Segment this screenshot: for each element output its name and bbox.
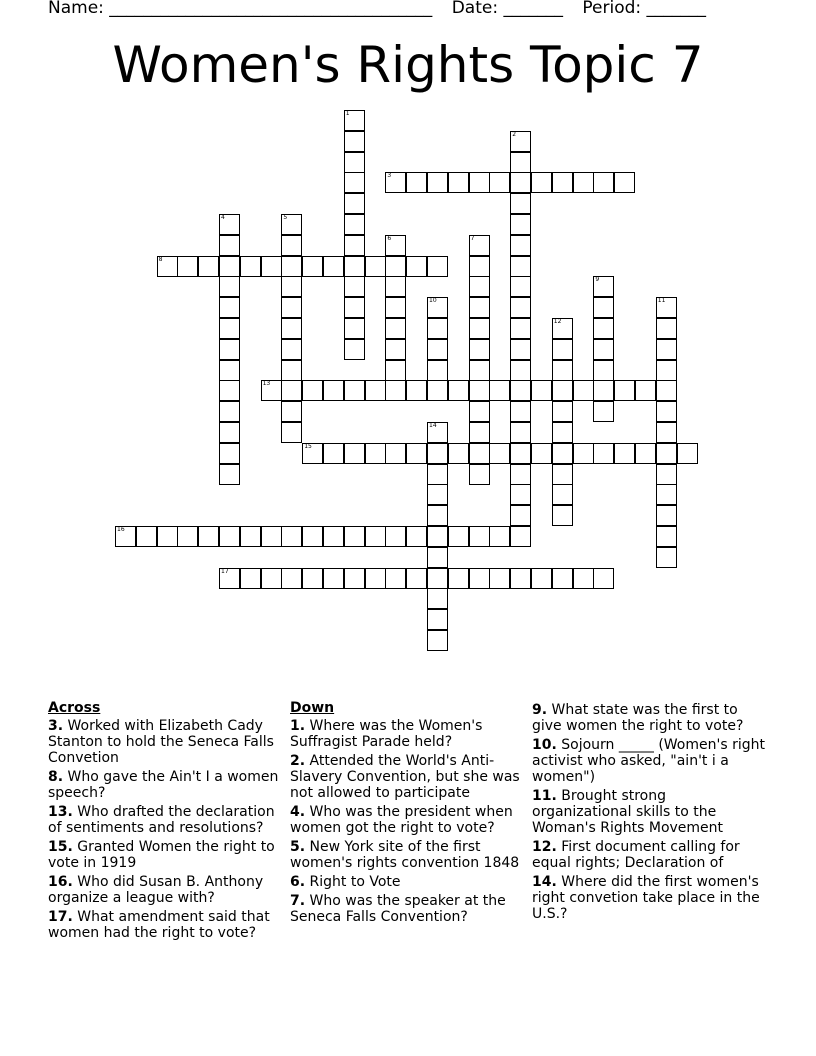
grid-cell[interactable]: [469, 297, 490, 318]
grid-cell[interactable]: [656, 464, 677, 485]
grid-cell[interactable]: [593, 380, 614, 401]
grid-cell[interactable]: [593, 276, 614, 297]
grid-cell[interactable]: [656, 297, 677, 318]
clue-number: 11: [657, 297, 666, 305]
grid-cell[interactable]: [365, 256, 386, 277]
grid-cell[interactable]: [344, 110, 365, 131]
grid-cell[interactable]: [573, 172, 594, 193]
clue-number: 4: [221, 214, 225, 221]
grid-cell[interactable]: [323, 568, 344, 589]
clue-number: 12: [553, 318, 562, 325]
grid-cell[interactable]: [157, 256, 178, 277]
grid-cell[interactable]: [385, 318, 406, 339]
grid-cell[interactable]: [365, 568, 386, 589]
clue-item: 16. Who did Susan B. Anthony organize a league with?: [48, 874, 264, 906]
name-field[interactable]: Name: ______________________________________: [48, 0, 433, 18]
grid-cell[interactable]: [427, 172, 448, 193]
grid-cell[interactable]: [281, 318, 302, 339]
grid-cell[interactable]: [219, 568, 240, 589]
grid-cell[interactable]: [593, 172, 614, 193]
grid-cell[interactable]: [281, 276, 302, 297]
grid-cell[interactable]: [510, 422, 531, 443]
grid-cell[interactable]: [219, 443, 240, 464]
grid-cell[interactable]: [281, 568, 302, 589]
clue-number: 13: [262, 380, 271, 388]
grid-cell[interactable]: [427, 568, 448, 589]
grid-cell[interactable]: [510, 339, 531, 360]
grid-cell[interactable]: [427, 339, 448, 360]
grid-cell[interactable]: [385, 276, 406, 297]
grid-cell[interactable]: [281, 422, 302, 443]
down-clues-continued: [532, 702, 768, 925]
grid-cell[interactable]: [344, 443, 365, 464]
grid-cell[interactable]: [115, 526, 136, 547]
grid-cell[interactable]: [552, 172, 573, 193]
grid-cell[interactable]: [219, 464, 240, 485]
grid-cell[interactable]: [177, 526, 198, 547]
grid-cell[interactable]: [510, 484, 531, 505]
grid-cell[interactable]: [406, 172, 427, 193]
grid-cell[interactable]: [344, 193, 365, 214]
grid-cell[interactable]: [656, 360, 677, 381]
grid-cell[interactable]: [198, 256, 219, 277]
down-clues: [290, 700, 528, 928]
grid-cell[interactable]: [489, 380, 510, 401]
grid-cell[interactable]: [385, 235, 406, 256]
grid-cell[interactable]: [219, 256, 240, 277]
grid-cell[interactable]: [427, 256, 448, 277]
grid-cell[interactable]: [281, 297, 302, 318]
clue-item: 12. First document calling for equal rights; Declaration of: [532, 839, 740, 871]
grid-cell[interactable]: [469, 256, 490, 277]
grid-cell[interactable]: [406, 380, 427, 401]
grid-cell[interactable]: [344, 380, 365, 401]
grid-cell[interactable]: [385, 526, 406, 547]
clue-number: 10: [429, 297, 437, 305]
grid-cell[interactable]: [240, 568, 261, 589]
grid-cell[interactable]: [344, 131, 365, 152]
grid-cell[interactable]: [510, 464, 531, 485]
grid-cell[interactable]: [552, 422, 573, 443]
grid-cell[interactable]: [344, 318, 365, 339]
grid-cell[interactable]: [469, 464, 490, 485]
grid-cell[interactable]: [552, 505, 573, 526]
grid-cell[interactable]: [219, 339, 240, 360]
grid-cell[interactable]: [469, 380, 490, 401]
period-field[interactable]: Period: _______: [582, 0, 707, 18]
grid-cell[interactable]: [219, 422, 240, 443]
grid-cell[interactable]: [281, 380, 302, 401]
grid-cell[interactable]: [552, 568, 573, 589]
grid-cell[interactable]: [219, 526, 240, 547]
clue-number: 7: [470, 234, 475, 242]
grid-cell[interactable]: [281, 214, 302, 235]
grid-cell[interactable]: [281, 339, 302, 360]
grid-cell[interactable]: [510, 131, 531, 152]
grid-cell[interactable]: [448, 172, 469, 193]
page-title: Women's Rights Topic 7: [112, 36, 704, 94]
grid-cell[interactable]: [552, 443, 573, 464]
grid-cell[interactable]: [281, 526, 302, 547]
date-field[interactable]: Date: _______: [451, 0, 563, 18]
grid-cell[interactable]: [406, 256, 427, 277]
grid-cell[interactable]: [489, 568, 510, 589]
clue-item: 10. Sojourn _____ (Women's right activist who asked, "ain't i a women"): [532, 737, 765, 785]
grid-cell[interactable]: [385, 339, 406, 360]
clue-number: 5: [283, 214, 288, 221]
grid-cell[interactable]: [427, 547, 448, 568]
grid-cell[interactable]: [365, 526, 386, 547]
grid-cell[interactable]: [302, 380, 323, 401]
grid-cell[interactable]: [531, 172, 552, 193]
grid-cell[interactable]: [656, 339, 677, 360]
grid-cell[interactable]: [593, 318, 614, 339]
grid-cell[interactable]: [240, 526, 261, 547]
grid-cell[interactable]: [385, 360, 406, 381]
grid-cell[interactable]: [593, 568, 614, 589]
grid-cell[interactable]: [344, 276, 365, 297]
grid-cell[interactable]: [510, 401, 531, 422]
grid-cell[interactable]: [219, 214, 240, 235]
grid-cell[interactable]: [427, 588, 448, 609]
grid-cell[interactable]: [552, 360, 573, 381]
grid-cell[interactable]: [635, 380, 656, 401]
grid-cell[interactable]: [427, 297, 448, 318]
grid-cell[interactable]: [261, 526, 282, 547]
grid-cell[interactable]: [573, 568, 594, 589]
grid-cell[interactable]: [427, 380, 448, 401]
grid-cell[interactable]: [510, 152, 531, 173]
grid-cell[interactable]: [302, 443, 323, 464]
grid-cell[interactable]: [510, 360, 531, 381]
grid-cell[interactable]: [219, 276, 240, 297]
grid-cell[interactable]: [531, 568, 552, 589]
grid-cell[interactable]: [656, 547, 677, 568]
grid-cell[interactable]: [510, 214, 531, 235]
grid-cell[interactable]: [219, 360, 240, 381]
grid-cell[interactable]: [510, 318, 531, 339]
grid-cell[interactable]: [510, 526, 531, 547]
grid-cell[interactable]: [406, 443, 427, 464]
grid-cell[interactable]: [281, 235, 302, 256]
grid-cell[interactable]: [531, 443, 552, 464]
grid-cell[interactable]: [344, 339, 365, 360]
grid-cell[interactable]: [344, 152, 365, 173]
clue-item: 13. Who drafted the declaration of sentiments and resolutions?: [48, 804, 275, 836]
grid-cell[interactable]: [385, 297, 406, 318]
grid-cell[interactable]: [552, 318, 573, 339]
clue-number: 9: [595, 276, 600, 284]
grid-cell[interactable]: [406, 526, 427, 547]
grid-cell[interactable]: [656, 401, 677, 422]
grid-cell[interactable]: [614, 380, 635, 401]
grid-cell[interactable]: [489, 443, 510, 464]
grid-cell[interactable]: [510, 172, 531, 193]
grid-cell[interactable]: [427, 484, 448, 505]
grid-cell[interactable]: [385, 568, 406, 589]
grid-cell[interactable]: [531, 380, 552, 401]
grid-cell[interactable]: [614, 443, 635, 464]
grid-cell[interactable]: [573, 443, 594, 464]
grid-cell[interactable]: [448, 526, 469, 547]
grid-cell[interactable]: [281, 360, 302, 381]
grid-cell[interactable]: [427, 630, 448, 651]
grid-cell[interactable]: [469, 360, 490, 381]
clue-item: 15. Granted Women the right to vote in 1919: [48, 839, 275, 871]
grid-cell[interactable]: [427, 464, 448, 485]
grid-cell[interactable]: [656, 505, 677, 526]
grid-cell[interactable]: [656, 380, 677, 401]
grid-cell[interactable]: [469, 568, 490, 589]
grid-cell[interactable]: [219, 297, 240, 318]
grid-cell[interactable]: [510, 380, 531, 401]
grid-cell[interactable]: [281, 256, 302, 277]
grid-cell[interactable]: [323, 443, 344, 464]
grid-cell[interactable]: [469, 422, 490, 443]
grid-cell[interactable]: [344, 297, 365, 318]
grid-cell[interactable]: [656, 526, 677, 547]
grid-cell[interactable]: [469, 526, 490, 547]
clue-number: 15: [304, 442, 312, 450]
grid-cell[interactable]: [593, 297, 614, 318]
grid-cell[interactable]: [302, 256, 323, 277]
grid-cell[interactable]: [219, 318, 240, 339]
grid-cell[interactable]: [427, 609, 448, 630]
grid-cell[interactable]: [323, 256, 344, 277]
grid-cell[interactable]: [469, 235, 490, 256]
clue-item: 7. Who was the speaker at the Seneca Falls Convention?: [290, 893, 506, 925]
grid-cell[interactable]: [427, 422, 448, 443]
grid-cell[interactable]: [385, 380, 406, 401]
grid-cell[interactable]: [427, 360, 448, 381]
clue-item: 9. What state was the first to give women the right to vote?: [532, 702, 744, 734]
grid-cell[interactable]: [552, 401, 573, 422]
grid-cell[interactable]: [281, 401, 302, 422]
clue-number: 3: [387, 172, 392, 180]
grid-cell[interactable]: [157, 526, 178, 547]
grid-cell[interactable]: [448, 443, 469, 464]
grid-cell[interactable]: [427, 505, 448, 526]
grid-cell[interactable]: [448, 568, 469, 589]
clue-number: 6: [387, 234, 392, 242]
grid-cell[interactable]: [552, 464, 573, 485]
grid-cell[interactable]: [656, 422, 677, 443]
grid-cell[interactable]: [593, 339, 614, 360]
clue-item: 14. Where did the first women's right convetion take place in the U.S.?: [532, 874, 760, 922]
grid-cell[interactable]: [365, 443, 386, 464]
clue-item: 11. Brought strong organizational skills to the Woman's Rights Movement: [532, 788, 724, 836]
clue-item: 5. New York site of the first women's rights convention 1848: [290, 839, 520, 871]
grid-cell[interactable]: [614, 172, 635, 193]
grid-cell[interactable]: [240, 256, 261, 277]
clue-number: 2: [512, 130, 517, 138]
grid-cell[interactable]: [198, 526, 219, 547]
clue-item: 3. Worked with Elizabeth Cady Stanton to hold the Seneca Falls Convetion: [48, 718, 274, 766]
grid-cell[interactable]: [635, 443, 656, 464]
clue-number: 17: [221, 567, 229, 575]
grid-cell[interactable]: [385, 172, 406, 193]
grid-cell[interactable]: [469, 318, 490, 339]
grid-cell[interactable]: [261, 568, 282, 589]
grid-cell[interactable]: [677, 443, 698, 464]
grid-cell[interactable]: [469, 339, 490, 360]
across-heading: Across: [48, 700, 101, 716]
clue-number: 14: [429, 422, 437, 429]
grid-cell[interactable]: [489, 172, 510, 193]
down-heading: Down: [290, 700, 335, 716]
grid-cell[interactable]: [344, 568, 365, 589]
grid-cell[interactable]: [510, 235, 531, 256]
grid-cell[interactable]: [344, 214, 365, 235]
grid-cell[interactable]: [302, 568, 323, 589]
grid-cell[interactable]: [261, 380, 282, 401]
grid-cell[interactable]: [427, 443, 448, 464]
grid-cell[interactable]: [656, 443, 677, 464]
clue-item: 1. Where was the Women's Suffragist Parade held?: [290, 718, 483, 750]
grid-cell[interactable]: [385, 443, 406, 464]
grid-cell[interactable]: [344, 526, 365, 547]
grid-cell[interactable]: [469, 401, 490, 422]
grid-cell[interactable]: [219, 401, 240, 422]
clue-item: 4. Who was the president when women got the right to vote?: [290, 804, 513, 836]
grid-cell[interactable]: [510, 193, 531, 214]
grid-cell[interactable]: [219, 235, 240, 256]
grid-cell[interactable]: [136, 526, 157, 547]
clue-item: 2. Attended the World's Anti-Slavery Convention, but she was not allowed to participate: [290, 753, 520, 801]
grid-cell[interactable]: [510, 443, 531, 464]
clue-item: 8. Who gave the Ain't I a women speech?: [48, 769, 279, 801]
grid-cell[interactable]: [489, 526, 510, 547]
grid-cell[interactable]: [552, 484, 573, 505]
grid-cell[interactable]: [656, 318, 677, 339]
clue-number: 1: [345, 110, 350, 117]
clue-number: 8: [158, 255, 163, 263]
clue-item: 17. What amendment said that women had the right to vote?: [48, 909, 270, 941]
grid-cell[interactable]: [177, 256, 198, 277]
grid-cell[interactable]: [448, 380, 469, 401]
grid-cell[interactable]: [344, 172, 365, 193]
grid-cell[interactable]: [219, 380, 240, 401]
grid-cell[interactable]: [344, 235, 365, 256]
grid-cell[interactable]: [323, 526, 344, 547]
grid-cell[interactable]: [510, 297, 531, 318]
grid-cell[interactable]: [573, 380, 594, 401]
grid-cell[interactable]: [552, 380, 573, 401]
grid-cell[interactable]: [469, 172, 490, 193]
grid-cell[interactable]: [344, 256, 365, 277]
grid-cell[interactable]: [469, 276, 490, 297]
across-clues: [48, 700, 286, 944]
grid-cell[interactable]: [552, 339, 573, 360]
clue-number: 16: [117, 526, 125, 533]
grid-cell[interactable]: [427, 526, 448, 547]
grid-cell[interactable]: [656, 484, 677, 505]
grid-cell[interactable]: [510, 505, 531, 526]
grid-cell[interactable]: [406, 568, 427, 589]
grid-cell[interactable]: [510, 256, 531, 277]
grid-cell[interactable]: [593, 401, 614, 422]
grid-cell[interactable]: [510, 568, 531, 589]
clue-item: 6. Right to Vote: [290, 874, 401, 890]
grid-cell[interactable]: [261, 256, 282, 277]
grid-cell[interactable]: [385, 256, 406, 277]
grid-cell[interactable]: [427, 318, 448, 339]
grid-cell[interactable]: [593, 443, 614, 464]
grid-cell[interactable]: [510, 276, 531, 297]
grid-cell[interactable]: [365, 380, 386, 401]
grid-cell[interactable]: [323, 380, 344, 401]
grid-cell[interactable]: [469, 443, 490, 464]
grid-cell[interactable]: [302, 526, 323, 547]
grid-cell[interactable]: [593, 360, 614, 381]
